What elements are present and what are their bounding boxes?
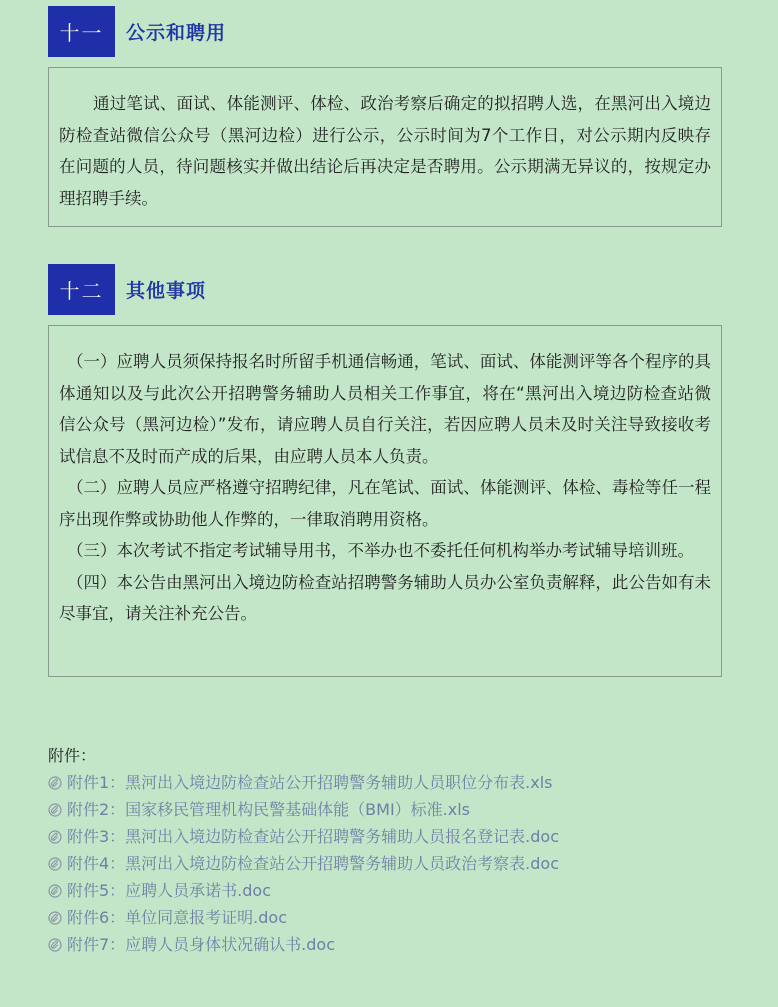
section-12-title: 其他事项 <box>126 280 207 302</box>
section-12-paragraph-3: （三）本次考试不指定考试辅导用书，不举办也不委托任何机构举办考试辅导培训班。 <box>67 541 694 560</box>
section-11-content <box>48 67 722 227</box>
section-11-paragraph: 通过笔试、面试、体能测评、体检、政治考察后确定的拟招聘人选，在黑河出入境边防检查站微信公众号（黑河边检）进行公示，公示时间为7个工作日，对公示期内反映存在问题的人员，待问题核实并做出结论后再决定是否聘用。公示期满无异议的，按规定办理招聘手续。 <box>59 94 711 208</box>
paperclip-icon <box>48 776 62 790</box>
section-12-number: 十二 <box>48 264 115 315</box>
attachment-link-7[interactable] <box>48 931 748 958</box>
attachment-label: 附件5：应聘人员承诺书.doc <box>67 881 272 900</box>
section-12-paragraph-4: （四）本公告由黑河出入境边防检查站招聘警务辅助人员办公室负责解释，此公告如有未尽事宜，请关注补充公告。 <box>59 572 711 623</box>
attachment-label: 附件4：黑河出入境边防检查站公开招聘警务辅助人员政治考察表.doc <box>67 854 560 873</box>
attachment-link-4[interactable] <box>48 850 748 877</box>
paperclip-icon <box>48 803 62 817</box>
section-11-header <box>48 6 226 57</box>
paperclip-icon <box>48 830 62 844</box>
attachment-label: 附件1：黑河出入境边防检查站公开招聘警务辅助人员职位分布表.xls <box>67 773 553 792</box>
attachment-link-5[interactable] <box>48 877 748 904</box>
attachment-label: 附件3：黑河出入境边防检查站公开招聘警务辅助人员报名登记表.doc <box>67 827 560 846</box>
paperclip-icon <box>48 911 62 925</box>
attachment-link-6[interactable] <box>48 904 748 931</box>
paperclip-icon <box>48 884 62 898</box>
section-11-number: 十一 <box>48 6 115 57</box>
section-12-paragraph-2: （二）应聘人员应严格遵守招聘纪律，凡在笔试、面试、体能测评、体检、毒检等任一程序出现作弊或协助他人作弊的，一律取消聘用资格。 <box>59 478 711 529</box>
attachment-label: 附件2：国家移民管理机构民警基础体能（BMI）标准.xls <box>67 800 471 819</box>
section-12-header <box>48 264 206 315</box>
section-12-content <box>48 325 722 677</box>
paperclip-icon <box>48 938 62 952</box>
attachment-link-1[interactable] <box>48 769 748 796</box>
attachment-link-2[interactable] <box>48 796 748 823</box>
section-12-paragraph-1: （一）应聘人员须保持报名时所留手机通信畅通，笔试、面试、体能测评等各个程序的具体通知以及与此次公开招聘警务辅助人员相关工作事宜，将在“黑河出入境边防检查站微信公众号（黑河边检）”发布，请应聘人员自行关注，若因应聘人员未及时关注导致接收考试信息不及时而产成的后果，由应聘人员本人负责。 <box>59 352 711 466</box>
section-11-title: 公示和聘用 <box>126 22 227 44</box>
attachment-label: 附件7：应聘人员身体状况确认书.doc <box>67 935 336 954</box>
paperclip-icon <box>48 857 62 871</box>
attachment-link-3[interactable] <box>48 823 748 850</box>
attachments-list <box>48 742 748 958</box>
attachment-label: 附件6：单位同意报考证明.doc <box>67 908 288 927</box>
attachments-label: 附件： <box>48 746 97 765</box>
